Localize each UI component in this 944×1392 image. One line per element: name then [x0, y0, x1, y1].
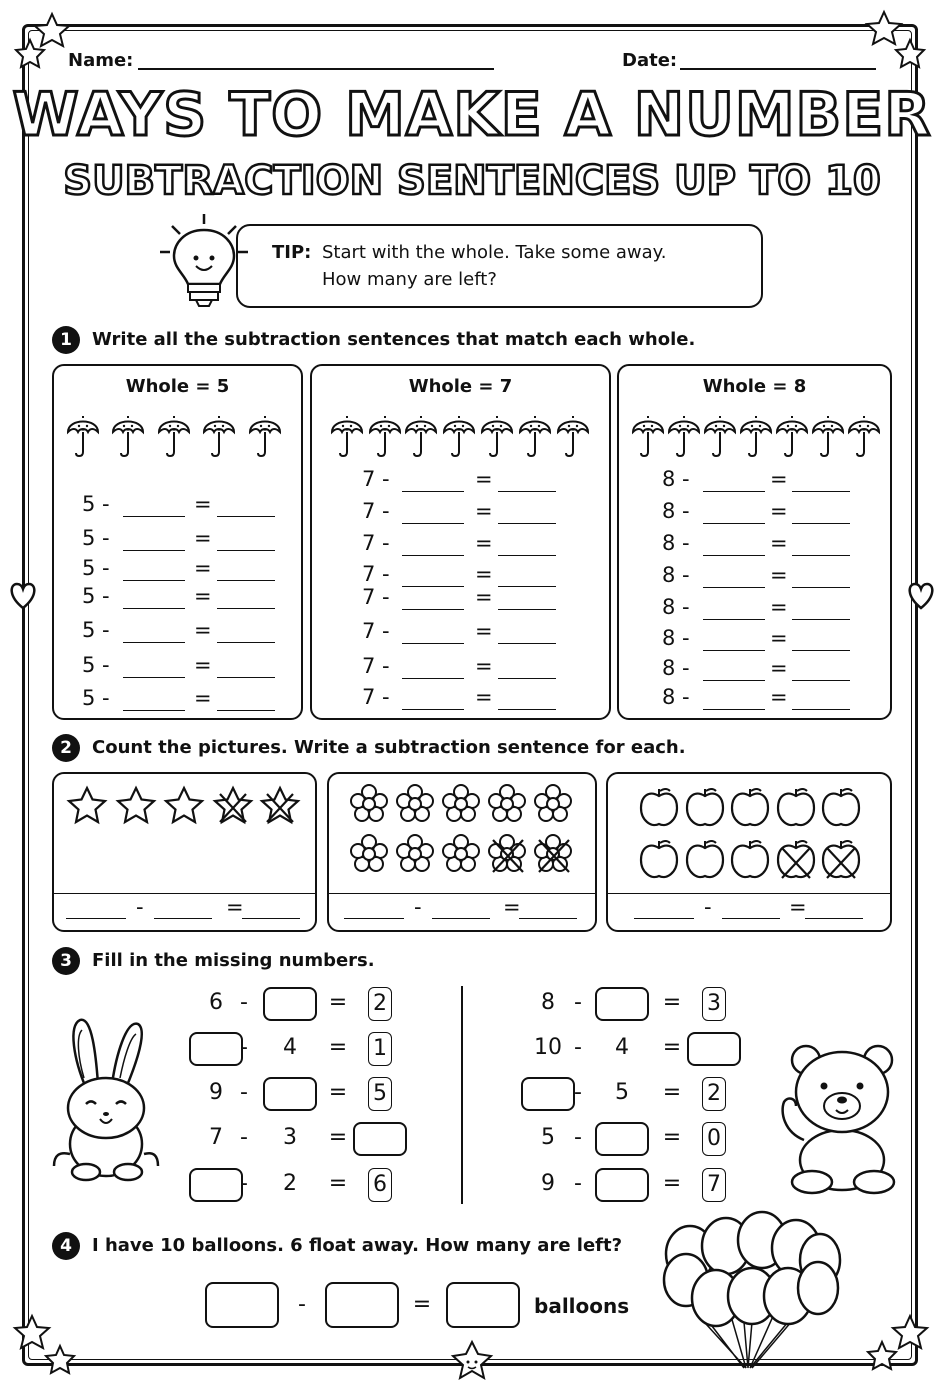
umbrella-icon	[703, 410, 739, 460]
question-1-text: Write all the subtraction sentences that match each whole.	[92, 329, 696, 350]
whole-number: 7 -	[362, 562, 390, 586]
equals-sign: =	[475, 562, 493, 586]
apple-icon	[821, 838, 861, 880]
star-icon	[10, 8, 70, 68]
answer-blank[interactable]	[634, 918, 694, 919]
answer-blank[interactable]	[703, 587, 765, 588]
column-divider	[461, 986, 463, 1204]
answer-blank[interactable]	[432, 918, 490, 919]
equals-sign: =	[475, 585, 493, 609]
answer-blank[interactable]	[703, 523, 765, 524]
umbrella-icon	[111, 410, 147, 460]
whole-number: 8 -	[662, 685, 690, 709]
answer-blank[interactable]	[123, 580, 185, 581]
flower-icon	[533, 834, 575, 876]
answer-blank[interactable]	[498, 491, 556, 492]
umbrella-icon	[404, 410, 440, 460]
left-result: 1	[368, 1032, 392, 1066]
answer-blank[interactable]	[792, 650, 850, 651]
answer-blank[interactable]	[402, 523, 464, 524]
star-icon	[163, 786, 207, 830]
apple-icon	[730, 838, 770, 880]
whole-number: 8 -	[662, 595, 690, 619]
whole-number: 5 -	[82, 618, 110, 642]
whole-number: 5 -	[82, 492, 110, 516]
whole-number: 5 -	[82, 526, 110, 550]
heart-icon	[6, 578, 40, 612]
teddy-bear-icon	[774, 1040, 898, 1194]
umbrella-icon	[202, 410, 238, 460]
umbrella-icon	[368, 410, 404, 460]
left-answer-box[interactable]	[263, 987, 317, 1021]
star-icon	[448, 1340, 496, 1384]
answer-blank[interactable]	[217, 580, 275, 581]
apple-icon	[776, 838, 816, 880]
answer-blank[interactable]	[123, 516, 185, 517]
left-term: =	[328, 990, 348, 1015]
right-result: 2	[702, 1077, 726, 1111]
left-term: -	[240, 990, 248, 1015]
answer-blank[interactable]	[402, 709, 464, 710]
right-term: =	[662, 990, 682, 1015]
answer-blank[interactable]	[792, 680, 850, 681]
equals-sign: =	[194, 618, 212, 642]
answer-blank[interactable]	[519, 918, 577, 919]
answer-blank[interactable]	[703, 619, 765, 620]
equals-sign: =	[475, 499, 493, 523]
answer-blank[interactable]	[498, 555, 556, 556]
star-icon	[10, 1312, 80, 1382]
answer-blank[interactable]	[792, 619, 850, 620]
page-subtitle: SUBTRACTION SENTENCES UP TO 10	[63, 158, 881, 204]
name-field[interactable]	[138, 68, 494, 70]
equals-sign: =	[503, 895, 521, 919]
divider	[54, 893, 315, 894]
answer-blank[interactable]	[123, 710, 185, 711]
page-title: WAYS TO MAKE A NUMBER	[12, 80, 932, 150]
apple-icon	[821, 786, 861, 828]
left-term: =	[328, 1080, 348, 1105]
answer-blank[interactable]	[498, 643, 556, 644]
left-term: -	[240, 1125, 248, 1150]
tip-line-2: How many are left?	[322, 269, 497, 290]
answer-blank[interactable]	[217, 516, 275, 517]
equals-sign: =	[475, 654, 493, 678]
bunny-icon	[50, 1016, 162, 1182]
name-label: Name:	[68, 50, 134, 71]
right-result: 0	[702, 1122, 726, 1156]
answer-blank[interactable]	[123, 642, 185, 643]
equals-sign: =	[475, 619, 493, 643]
tip-box	[236, 224, 763, 308]
tip-line-1: Start with the whole. Take some away.	[322, 242, 667, 263]
equals-sign: =	[226, 895, 244, 919]
answer-blank[interactable]	[703, 680, 765, 681]
umbrella-icon	[330, 410, 366, 460]
question-number-3: 3	[52, 947, 80, 975]
answer-blank[interactable]	[703, 555, 765, 556]
right-term: =	[662, 1125, 682, 1150]
heart-icon	[904, 578, 938, 612]
right-term: =	[662, 1171, 682, 1196]
whole-number: 7 -	[362, 531, 390, 555]
umbrella-icon	[739, 410, 775, 460]
umbrella-icon	[248, 410, 284, 460]
answer-blank[interactable]	[402, 555, 464, 556]
umbrella-icon	[518, 410, 554, 460]
whole-number: 8 -	[662, 656, 690, 680]
left-term: =	[328, 1171, 348, 1196]
left-term: 4	[283, 1035, 297, 1060]
whole-number: 5 -	[82, 686, 110, 710]
answer-blank[interactable]	[217, 550, 275, 551]
answer-blank[interactable]	[792, 555, 850, 556]
answer-blank[interactable]	[123, 677, 185, 678]
equals-sign: =	[770, 467, 788, 491]
whole-number: 5 -	[82, 556, 110, 580]
equals-sign: =	[475, 467, 493, 491]
whole-number: 8 -	[662, 531, 690, 555]
umbrella-icon	[847, 410, 883, 460]
equals-sign: =	[475, 531, 493, 555]
right-term: =	[662, 1080, 682, 1105]
right-term: -	[574, 1125, 582, 1150]
right-term: 9	[541, 1171, 555, 1196]
right-term: 10	[534, 1035, 562, 1060]
answer-blank[interactable]	[498, 678, 556, 679]
flower-icon	[441, 834, 483, 876]
umbrella-icon	[556, 410, 592, 460]
umbrella-icon	[480, 410, 516, 460]
whole-number: 7 -	[362, 585, 390, 609]
apple-icon	[685, 838, 725, 880]
answer-blank[interactable]	[498, 609, 556, 610]
answer-blank[interactable]	[703, 709, 765, 710]
right-result: 7	[702, 1168, 726, 1202]
whole-number: 7 -	[362, 619, 390, 643]
answer-blank[interactable]	[792, 587, 850, 588]
left-term: =	[328, 1035, 348, 1060]
left-term: -	[240, 1171, 248, 1196]
answer-blank[interactable]	[498, 586, 556, 587]
left-term: 2	[283, 1171, 297, 1196]
question-number-1: 1	[52, 326, 80, 354]
left-term: -	[240, 1035, 248, 1060]
answer-blank[interactable]	[498, 709, 556, 710]
answer-blank[interactable]	[66, 918, 126, 919]
equals-sign: =	[770, 626, 788, 650]
equals-sign: =	[194, 686, 212, 710]
whole-number: 7 -	[362, 467, 390, 491]
answer-blank[interactable]	[792, 491, 850, 492]
answer-blank[interactable]	[402, 643, 464, 644]
answer-blank[interactable]	[217, 677, 275, 678]
apple-icon	[639, 786, 679, 828]
flower-icon	[395, 784, 437, 826]
question-3-text: Fill in the missing numbers.	[92, 950, 375, 971]
balloons-icon	[656, 1218, 846, 1368]
answer-blank[interactable]	[123, 608, 185, 609]
answer-blank[interactable]	[498, 523, 556, 524]
whole-number: 8 -	[662, 467, 690, 491]
divider	[329, 893, 595, 894]
right-term: =	[662, 1035, 682, 1060]
whole-5-title: Whole = 5	[125, 376, 230, 397]
umbrella-icon	[631, 410, 667, 460]
flower-icon	[349, 784, 391, 826]
answer-blank[interactable]	[344, 918, 404, 919]
answer-blank[interactable]	[402, 586, 464, 587]
apple-icon	[639, 838, 679, 880]
q4-start-box[interactable]	[205, 1282, 279, 1328]
whole-number: 7 -	[362, 499, 390, 523]
left-answer-box[interactable]	[263, 1077, 317, 1111]
left-result: 6	[368, 1168, 392, 1202]
right-term: 4	[615, 1035, 629, 1060]
answer-blank[interactable]	[792, 709, 850, 710]
flower-icon	[395, 834, 437, 876]
answer-blank[interactable]	[703, 491, 765, 492]
whole-number: 7 -	[362, 654, 390, 678]
equals-sign: =	[194, 526, 212, 550]
equals-sign: =	[770, 595, 788, 619]
equals-sign: =	[789, 895, 807, 919]
star-icon	[212, 786, 256, 830]
answer-blank[interactable]	[402, 491, 464, 492]
q4-equals: =	[412, 1292, 432, 1317]
equals-sign: =	[770, 685, 788, 709]
left-term: =	[328, 1125, 348, 1150]
date-label: Date:	[622, 50, 678, 71]
star-icon	[860, 1312, 936, 1382]
flower-icon	[349, 834, 391, 876]
equals-sign: =	[770, 656, 788, 680]
whole-8-title: Whole = 8	[702, 376, 807, 397]
question-number-4: 4	[52, 1232, 80, 1260]
question-number-2: 2	[52, 734, 80, 762]
right-answer-box[interactable]	[595, 1168, 649, 1202]
right-term: 8	[541, 990, 555, 1015]
q4-unit: balloons	[534, 1294, 630, 1318]
right-term: 5	[615, 1080, 629, 1105]
equals-sign: =	[194, 492, 212, 516]
q4-away-box[interactable]	[325, 1282, 399, 1328]
right-answer-box[interactable]	[595, 987, 649, 1021]
umbrella-icon	[157, 410, 193, 460]
umbrella-icon	[667, 410, 703, 460]
whole-number: 8 -	[662, 499, 690, 523]
whole-number: 7 -	[362, 685, 390, 709]
flower-icon	[487, 834, 529, 876]
answer-blank[interactable]	[217, 710, 275, 711]
equals-sign: =	[770, 563, 788, 587]
right-result: 3	[702, 987, 726, 1021]
star-icon	[66, 786, 110, 830]
answer-blank[interactable]	[402, 678, 464, 679]
right-term: -	[574, 1080, 582, 1105]
equals-sign: =	[194, 556, 212, 580]
tip-label: TIP:	[272, 242, 312, 263]
answer-blank[interactable]	[154, 918, 212, 919]
left-result: 2	[368, 987, 392, 1021]
answer-blank[interactable]	[217, 608, 275, 609]
equals-sign: =	[194, 584, 212, 608]
right-term: -	[574, 1171, 582, 1196]
equals-sign: =	[194, 653, 212, 677]
umbrella-icon	[811, 410, 847, 460]
star-icon	[259, 786, 303, 830]
answer-blank[interactable]	[792, 523, 850, 524]
answer-blank[interactable]	[123, 550, 185, 551]
question-2-text: Count the pictures. Write a subtraction sentence for each.	[92, 737, 686, 758]
left-term: -	[240, 1080, 248, 1105]
answer-blank[interactable]	[703, 650, 765, 651]
right-term: -	[574, 1035, 582, 1060]
right-answer-box[interactable]	[687, 1032, 741, 1066]
right-term: -	[574, 990, 582, 1015]
whole-number: 8 -	[662, 563, 690, 587]
answer-blank[interactable]	[217, 642, 275, 643]
minus-sign: -	[414, 895, 422, 919]
umbrella-icon	[66, 410, 102, 460]
equals-sign: =	[770, 531, 788, 555]
whole-number: 5 -	[82, 584, 110, 608]
umbrella-icon	[775, 410, 811, 460]
date-field[interactable]	[680, 68, 876, 70]
apple-icon	[685, 786, 725, 828]
left-result: 5	[368, 1077, 392, 1111]
flower-icon	[533, 784, 575, 826]
question-4-text: I have 10 balloons. 6 float away. How many are left?	[92, 1235, 623, 1256]
right-answer-box[interactable]	[595, 1122, 649, 1156]
left-term: 6	[209, 990, 223, 1015]
minus-sign: -	[136, 895, 144, 919]
umbrella-icon	[442, 410, 478, 460]
q4-minus: -	[298, 1292, 306, 1317]
equals-sign: =	[770, 499, 788, 523]
answer-blank[interactable]	[242, 918, 300, 919]
left-answer-box[interactable]	[353, 1122, 407, 1156]
answer-blank[interactable]	[722, 918, 780, 919]
whole-number: 8 -	[662, 626, 690, 650]
divider	[608, 893, 890, 894]
left-term: 9	[209, 1080, 223, 1105]
flower-icon	[487, 784, 529, 826]
whole-number: 5 -	[82, 653, 110, 677]
minus-sign: -	[704, 895, 712, 919]
flower-icon	[441, 784, 483, 826]
apple-icon	[730, 786, 770, 828]
left-term: 7	[209, 1125, 223, 1150]
apple-icon	[776, 786, 816, 828]
left-term: 3	[283, 1125, 297, 1150]
right-term: 5	[541, 1125, 555, 1150]
star-icon	[115, 786, 159, 830]
q4-answer-box[interactable]	[446, 1282, 520, 1328]
equals-sign: =	[475, 685, 493, 709]
answer-blank[interactable]	[402, 609, 464, 610]
whole-7-title: Whole = 7	[408, 376, 513, 397]
answer-blank[interactable]	[805, 918, 863, 919]
